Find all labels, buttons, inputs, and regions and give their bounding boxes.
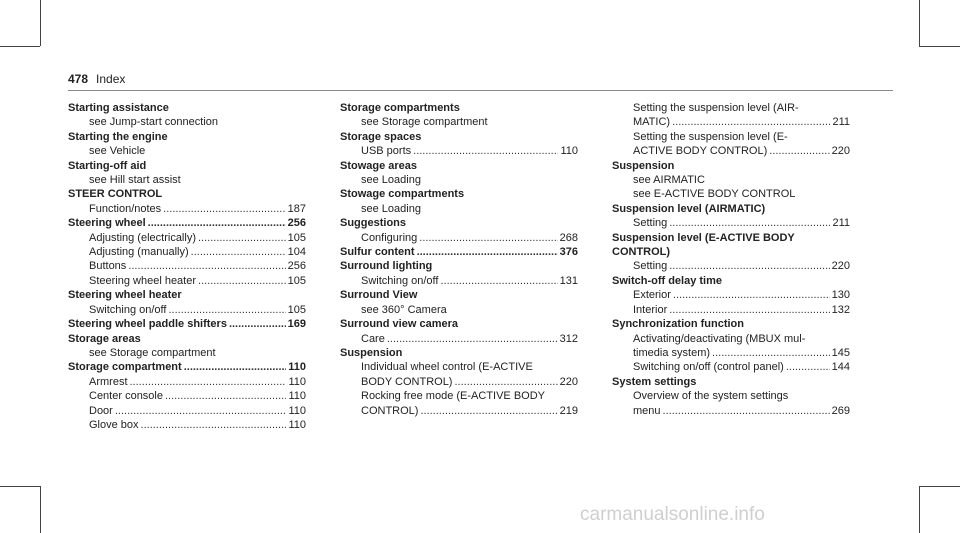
entry-text: Synchronization function [612,318,744,331]
entry-text: Activating/deactivating (MBUX mul- [633,332,806,345]
entry-text: Switch-off delay time [612,274,723,287]
entry-text: Suspension [340,346,403,359]
index-subentry [68,144,306,158]
index-term [612,245,850,259]
entry-text: Starting-off aid [68,159,147,172]
index-subentry [340,115,578,129]
index-term [340,245,578,259]
index-subentry [340,144,578,158]
entry-text: see Jump-start connection [89,116,219,129]
index-subentry [340,173,578,187]
entry-text: Setting the suspension level (E- [633,130,788,143]
page-reference: 211 [832,116,850,129]
index-term [340,159,578,173]
dot-leader [184,360,287,374]
index-subentry [68,389,306,403]
index-subentry [340,303,578,317]
index-subentry [612,173,850,187]
dot-leader [387,332,558,346]
entry-text: Storage spaces [340,130,422,143]
entry-text: Exterior [633,289,671,302]
index-subentry [68,231,306,245]
page-reference: 220 [831,145,850,158]
index-subentry [340,389,578,403]
index-subentry [612,332,850,346]
entry-text: Configuring [361,231,418,244]
dot-leader [669,216,830,230]
entry-text: Steering wheel heater [89,274,197,287]
index-subentry [612,389,850,403]
entry-text: see 360° Camera [361,303,447,316]
entry-text: see Storage compartment [361,116,488,129]
page-reference: 220 [559,375,578,388]
dot-leader [769,144,829,158]
index-subentry [612,404,850,418]
index-term [612,159,850,173]
index-subentry [68,202,306,216]
index-subentry [612,259,850,273]
page-number: 478 [68,72,89,86]
entry-text: Adjusting (manually) [89,246,189,259]
dot-leader [669,259,829,273]
index-subentry [612,360,850,374]
dot-leader [669,303,829,317]
page-reference: 256 [287,260,306,273]
entry-text: see Vehicle [89,145,146,158]
dot-leader [198,231,286,245]
index-subentry [612,115,850,129]
index-term [612,375,850,389]
entry-text: STEER CONTROL [68,188,163,201]
entry-text: see Hill start assist [89,174,181,187]
entry-text: menu [633,404,661,417]
entry-text: Setting [633,260,668,273]
page-reference: 269 [831,404,850,417]
index-term [612,317,850,331]
dot-leader [673,288,830,302]
page-reference: 144 [831,361,850,374]
index-term [340,187,578,201]
page-reference: 110 [288,375,306,388]
index-subentry [68,346,306,360]
entry-text: Suggestions [340,217,407,230]
index-term [68,130,306,144]
entry-text: CONTROL) [612,246,671,259]
dot-leader [712,346,830,360]
index-term [612,202,850,216]
dot-leader [141,418,287,432]
entry-text: Steering wheel [68,217,146,230]
entry-text: Center console [89,390,163,403]
crop-mark [919,486,920,533]
index-term [340,101,578,115]
crop-mark [40,0,41,46]
section-title: Index [96,72,126,86]
page-reference: 105 [287,303,306,316]
entry-text: Stowage compartments [340,188,465,201]
entry-text: Storage compartment [68,361,182,374]
page-reference: 104 [287,246,306,259]
entry-text: Function/notes [89,202,162,215]
entry-text: Setting [633,217,668,230]
page-reference: 132 [831,303,850,316]
index-subentry [612,346,850,360]
dot-leader [198,274,286,288]
entry-text: Suspension level (AIRMATIC) [612,202,766,215]
index-subentry [68,375,306,389]
index-column-1 [68,101,306,432]
crop-mark [919,46,960,47]
entry-text: Stowage areas [340,159,418,172]
entry-text: Care [361,332,385,345]
page-reference: 110 [288,404,306,417]
dot-leader [229,317,286,331]
entry-text: Glove box [89,418,139,431]
index-subentry [340,360,578,374]
entry-text: Storage areas [68,332,141,345]
index-subentry [68,245,306,259]
page-reference: 376 [559,246,578,259]
dot-leader [130,375,287,389]
page-reference: 105 [287,231,306,244]
index-subentry [68,259,306,273]
index-subentry [612,144,850,158]
page-reference: 131 [559,274,578,287]
entry-text: Switching on/off [89,303,167,316]
entry-text: Door [89,404,113,417]
dot-leader [168,303,285,317]
index-subentry [340,274,578,288]
crop-mark [919,486,960,487]
index-column-2 [340,101,578,418]
dot-leader [420,404,557,418]
entry-text: Armrest [89,375,128,388]
entry-text: Adjusting (electrically) [89,231,196,244]
entry-text: timedia system) [633,346,711,359]
index-term [68,187,306,201]
dot-leader [454,375,557,389]
page-reference: 220 [831,260,850,273]
page-reference: 145 [831,346,850,359]
index-term [68,159,306,173]
page-header [68,72,125,86]
crop-mark [0,46,40,47]
dot-leader [413,144,558,158]
entry-text: see E-ACTIVE BODY CONTROL [633,188,796,201]
entry-text: Interior [633,303,668,316]
entry-text: Sulfur content [340,246,415,259]
entry-text: Starting the engine [68,130,168,143]
index-subentry [612,288,850,302]
index-term [340,130,578,144]
dot-leader [672,115,830,129]
dot-leader [191,245,286,259]
index-term [68,317,306,331]
entry-text: Switching on/off [361,274,439,287]
index-subentry [612,130,850,144]
entry-text: System settings [612,375,697,388]
crop-mark [40,486,41,533]
page-reference: 110 [288,418,306,431]
entry-text: Surround lighting [340,260,433,273]
page-reference: 211 [832,217,850,230]
index-subentry [340,202,578,216]
header-rule [68,90,893,91]
page-reference: 110 [560,145,578,158]
page-reference: 130 [831,289,850,302]
dot-leader [128,259,285,273]
index-subentry [68,303,306,317]
index-term [340,259,578,273]
dot-leader [148,216,286,230]
index-term [340,317,578,331]
index-term [340,216,578,230]
index-term [68,216,306,230]
index-column-3 [612,101,850,418]
index-subentry [612,216,850,230]
index-subentry [68,115,306,129]
dot-leader [163,202,285,216]
page-reference: 312 [559,332,578,345]
index-subentry [68,404,306,418]
index-term [340,288,578,302]
index-term [68,332,306,346]
page-reference: 169 [287,318,306,331]
index-term [612,231,850,245]
index-subentry [612,303,850,317]
entry-text: Steering wheel heater [68,289,182,302]
entry-text: USB ports [361,145,412,158]
entry-text: Surround View [340,289,418,302]
entry-text: Buttons [89,260,127,273]
watermark: carmanualsonline.info [580,504,765,525]
entry-text: Individual wheel control (E-ACTIVE [361,361,533,374]
page-reference: 110 [288,390,306,403]
index-subentry [612,187,850,201]
index-subentry [612,101,850,115]
index-term [68,288,306,302]
dot-leader [419,231,557,245]
entry-text: Rocking free mode (E-ACTIVE BODY [361,390,546,403]
index-subentry [340,332,578,346]
page-reference: 219 [559,404,578,417]
index-subentry [340,404,578,418]
page-reference: 110 [288,361,306,374]
entry-text: see Loading [361,202,421,215]
crop-mark [0,486,40,487]
index-term [68,360,306,374]
entry-text: MATIC) [633,116,671,129]
entry-text: Starting assistance [68,102,169,114]
index-term [340,346,578,360]
page-reference: 256 [287,217,306,230]
index-subentry [340,375,578,389]
index-subentry [68,274,306,288]
entry-text: Overview of the system settings [633,390,789,403]
index-subentry [340,231,578,245]
entry-text: Steering wheel paddle shifters [68,318,227,331]
entry-text: Suspension level (E-ACTIVE BODY [612,231,795,244]
page-reference: 268 [559,231,578,244]
dot-leader [786,360,830,374]
entry-text: see Loading [361,174,421,187]
entry-text: BODY CONTROL) [361,375,453,388]
entry-text: Switching on/off (control panel) [633,361,784,374]
index-subentry [68,173,306,187]
index-term [68,101,306,115]
entry-text: Setting the suspension level (AIR- [633,102,799,114]
index-subentry [68,418,306,432]
entry-text: see Storage compartment [89,346,216,359]
entry-text: CONTROL) [361,404,419,417]
dot-leader [115,404,287,418]
page-reference: 187 [287,202,306,215]
page-reference: 105 [287,274,306,287]
dot-leader [440,274,557,288]
entry-text: Surround view camera [340,318,458,331]
dot-leader [417,245,558,259]
index-term [612,274,850,288]
crop-mark [919,0,920,46]
entry-text: Suspension [612,159,675,172]
dot-leader [663,404,830,418]
entry-text: see AIRMATIC [633,174,705,187]
entry-text: ACTIVE BODY CONTROL) [633,145,768,158]
dot-leader [165,389,286,403]
entry-text: Storage compartments [340,102,460,114]
